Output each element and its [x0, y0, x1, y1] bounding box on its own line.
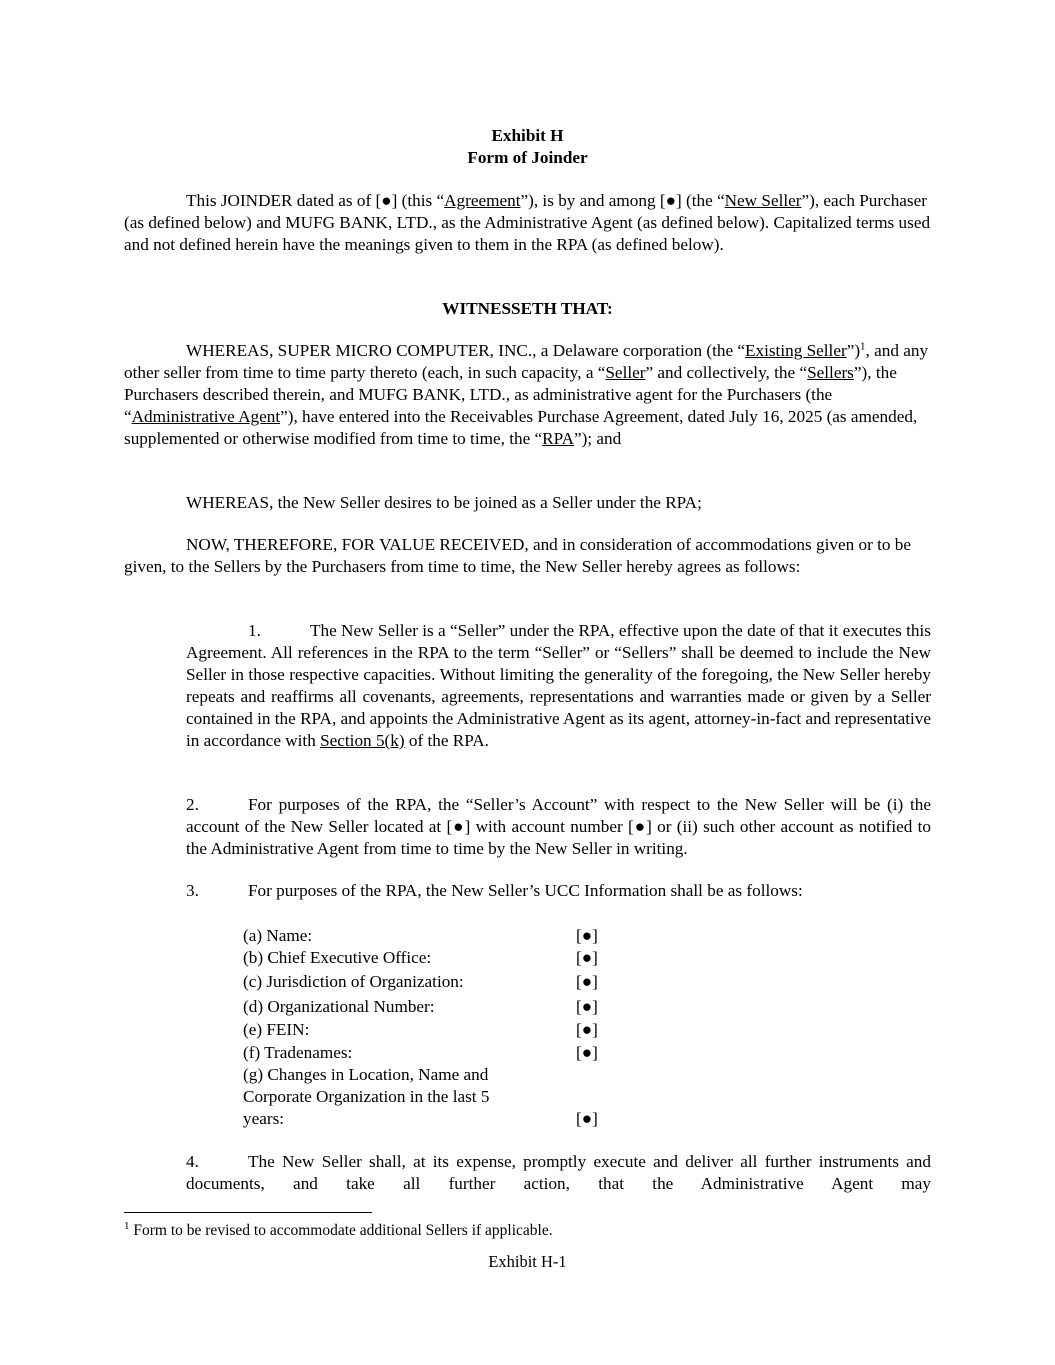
- defined-term-sellers: Sellers: [807, 363, 854, 382]
- page-footer: Exhibit H-1: [488, 1252, 567, 1271]
- section-2-number: 2.: [186, 795, 199, 814]
- witnesseth-heading: WITNESSETH THAT:: [442, 299, 613, 318]
- defined-term-administrative-agent: Administrative Agent: [131, 407, 281, 426]
- footnote-separator: [124, 1212, 372, 1213]
- document-title: Form of Joinder: [467, 148, 588, 167]
- section-3-number: 3.: [186, 881, 199, 900]
- defined-term-seller: Seller: [605, 363, 646, 382]
- footnote-marker: 1: [124, 1219, 130, 1232]
- ucc-row-fein: (e) FEIN: [●]: [243, 1020, 598, 1039]
- section-5k-reference: Section 5(k): [320, 731, 405, 750]
- ucc-row-tradenames: (f) Tradenames: [●]: [243, 1043, 598, 1062]
- section-3: 3. For purposes of the RPA, the New Seller’s UCC Information shall be as follows:: [186, 880, 931, 902]
- ucc-row-organizational-number: (d) Organizational Number: [●]: [243, 997, 598, 1016]
- defined-term-rpa: RPA: [542, 429, 574, 448]
- footnote-reference: 1: [860, 340, 866, 353]
- footnote: $^1$ Form to be revised to accommodate additional Sellers if applicable.: [124, 1219, 553, 1239]
- now-therefore-paragraph: NOW, THEREFORE, FOR VALUE RECEIVED, and in consideration of accommodations given or to be given, to the Sellers by the Purchasers from time to time, the New Seller hereby agrees as follows:: [124, 535, 911, 576]
- ucc-row-name: (a) Name: [●]: [243, 926, 598, 945]
- ucc-row-jurisdiction: (c) Jurisdiction of Organization: [●]: [243, 972, 598, 991]
- section-4: 4. The New Seller shall, at its expense, promptly execute and deliver all further instruments and documents, and take all further action, that the Administrative Agent may: [186, 1151, 931, 1195]
- section-2: 2. For purposes of the RPA, the “Seller’s Account” with respect to the New Seller will be (i) the account of the New Seller located at [●] with account number [●] or (ii) such other account as notified to the Administrative Agent from time to time by the New Seller in writing.: [186, 794, 931, 860]
- intro-paragraph: This JOINDER dated as of [●] (this “Agreement”), is by and among [●] (the “New Seller”), each Purchaser (as defined below) and MUFG BANK, LTD., as the Administrative Agent (as defined below). Capitalized terms used and not defined herein have the meanings given to them in the RPA (as defined below).: [124, 191, 931, 254]
- defined-term-new-seller: New Seller: [724, 191, 802, 210]
- ucc-row-chief-executive-office: (b) Chief Executive Office: [●]: [243, 948, 598, 967]
- exhibit-heading: Exhibit H: [491, 126, 564, 145]
- whereas-paragraph-1: WHEREAS, SUPER MICRO COMPUTER, INC., a Delaware corporation (the “Existing Seller”)$^1$, and any other seller from time to time party thereto (each, in such capacity, a “Seller” and collectively, the “Sellers”), the Purchasers described therein, and MUFG BANK, LTD., as administrative agent for the Purchasers (the “Administrative Agent”), have entered into the Receivables Purchase Agreement, dated July 16, 2025 (as amended, supplemented or otherwise modified from time to time, the “RPA”); and: [124, 340, 929, 448]
- defined-term-agreement: Agreement: [444, 191, 521, 210]
- section-1: 1. The New Seller is a “Seller” under the RPA, effective upon the date of that it executes this Agreement. All references in the RPA to the term “Seller” or “Sellers” shall be deemed to include the New Seller in those respective capacities. Without limiting the generality of the foregoing, the New Seller hereby repeats and reaffirms all covenants, agreements, representations and warranties made or given by a Seller contained in the RPA, and appoints the Administrative Agent as its agent, attorney-in-fact and representative in accordance with Section 5(k) of the RPA.: [186, 621, 931, 750]
- ucc-row-changes: (g) Changes in Location, Name and Corporate Organization in the last 5 years: [●]: [243, 1065, 598, 1128]
- section-4-number: 4.: [186, 1152, 199, 1171]
- defined-term-existing-seller: Existing Seller: [745, 341, 847, 360]
- whereas-paragraph-2: WHEREAS, the New Seller desires to be joined as a Seller under the RPA;: [186, 493, 702, 512]
